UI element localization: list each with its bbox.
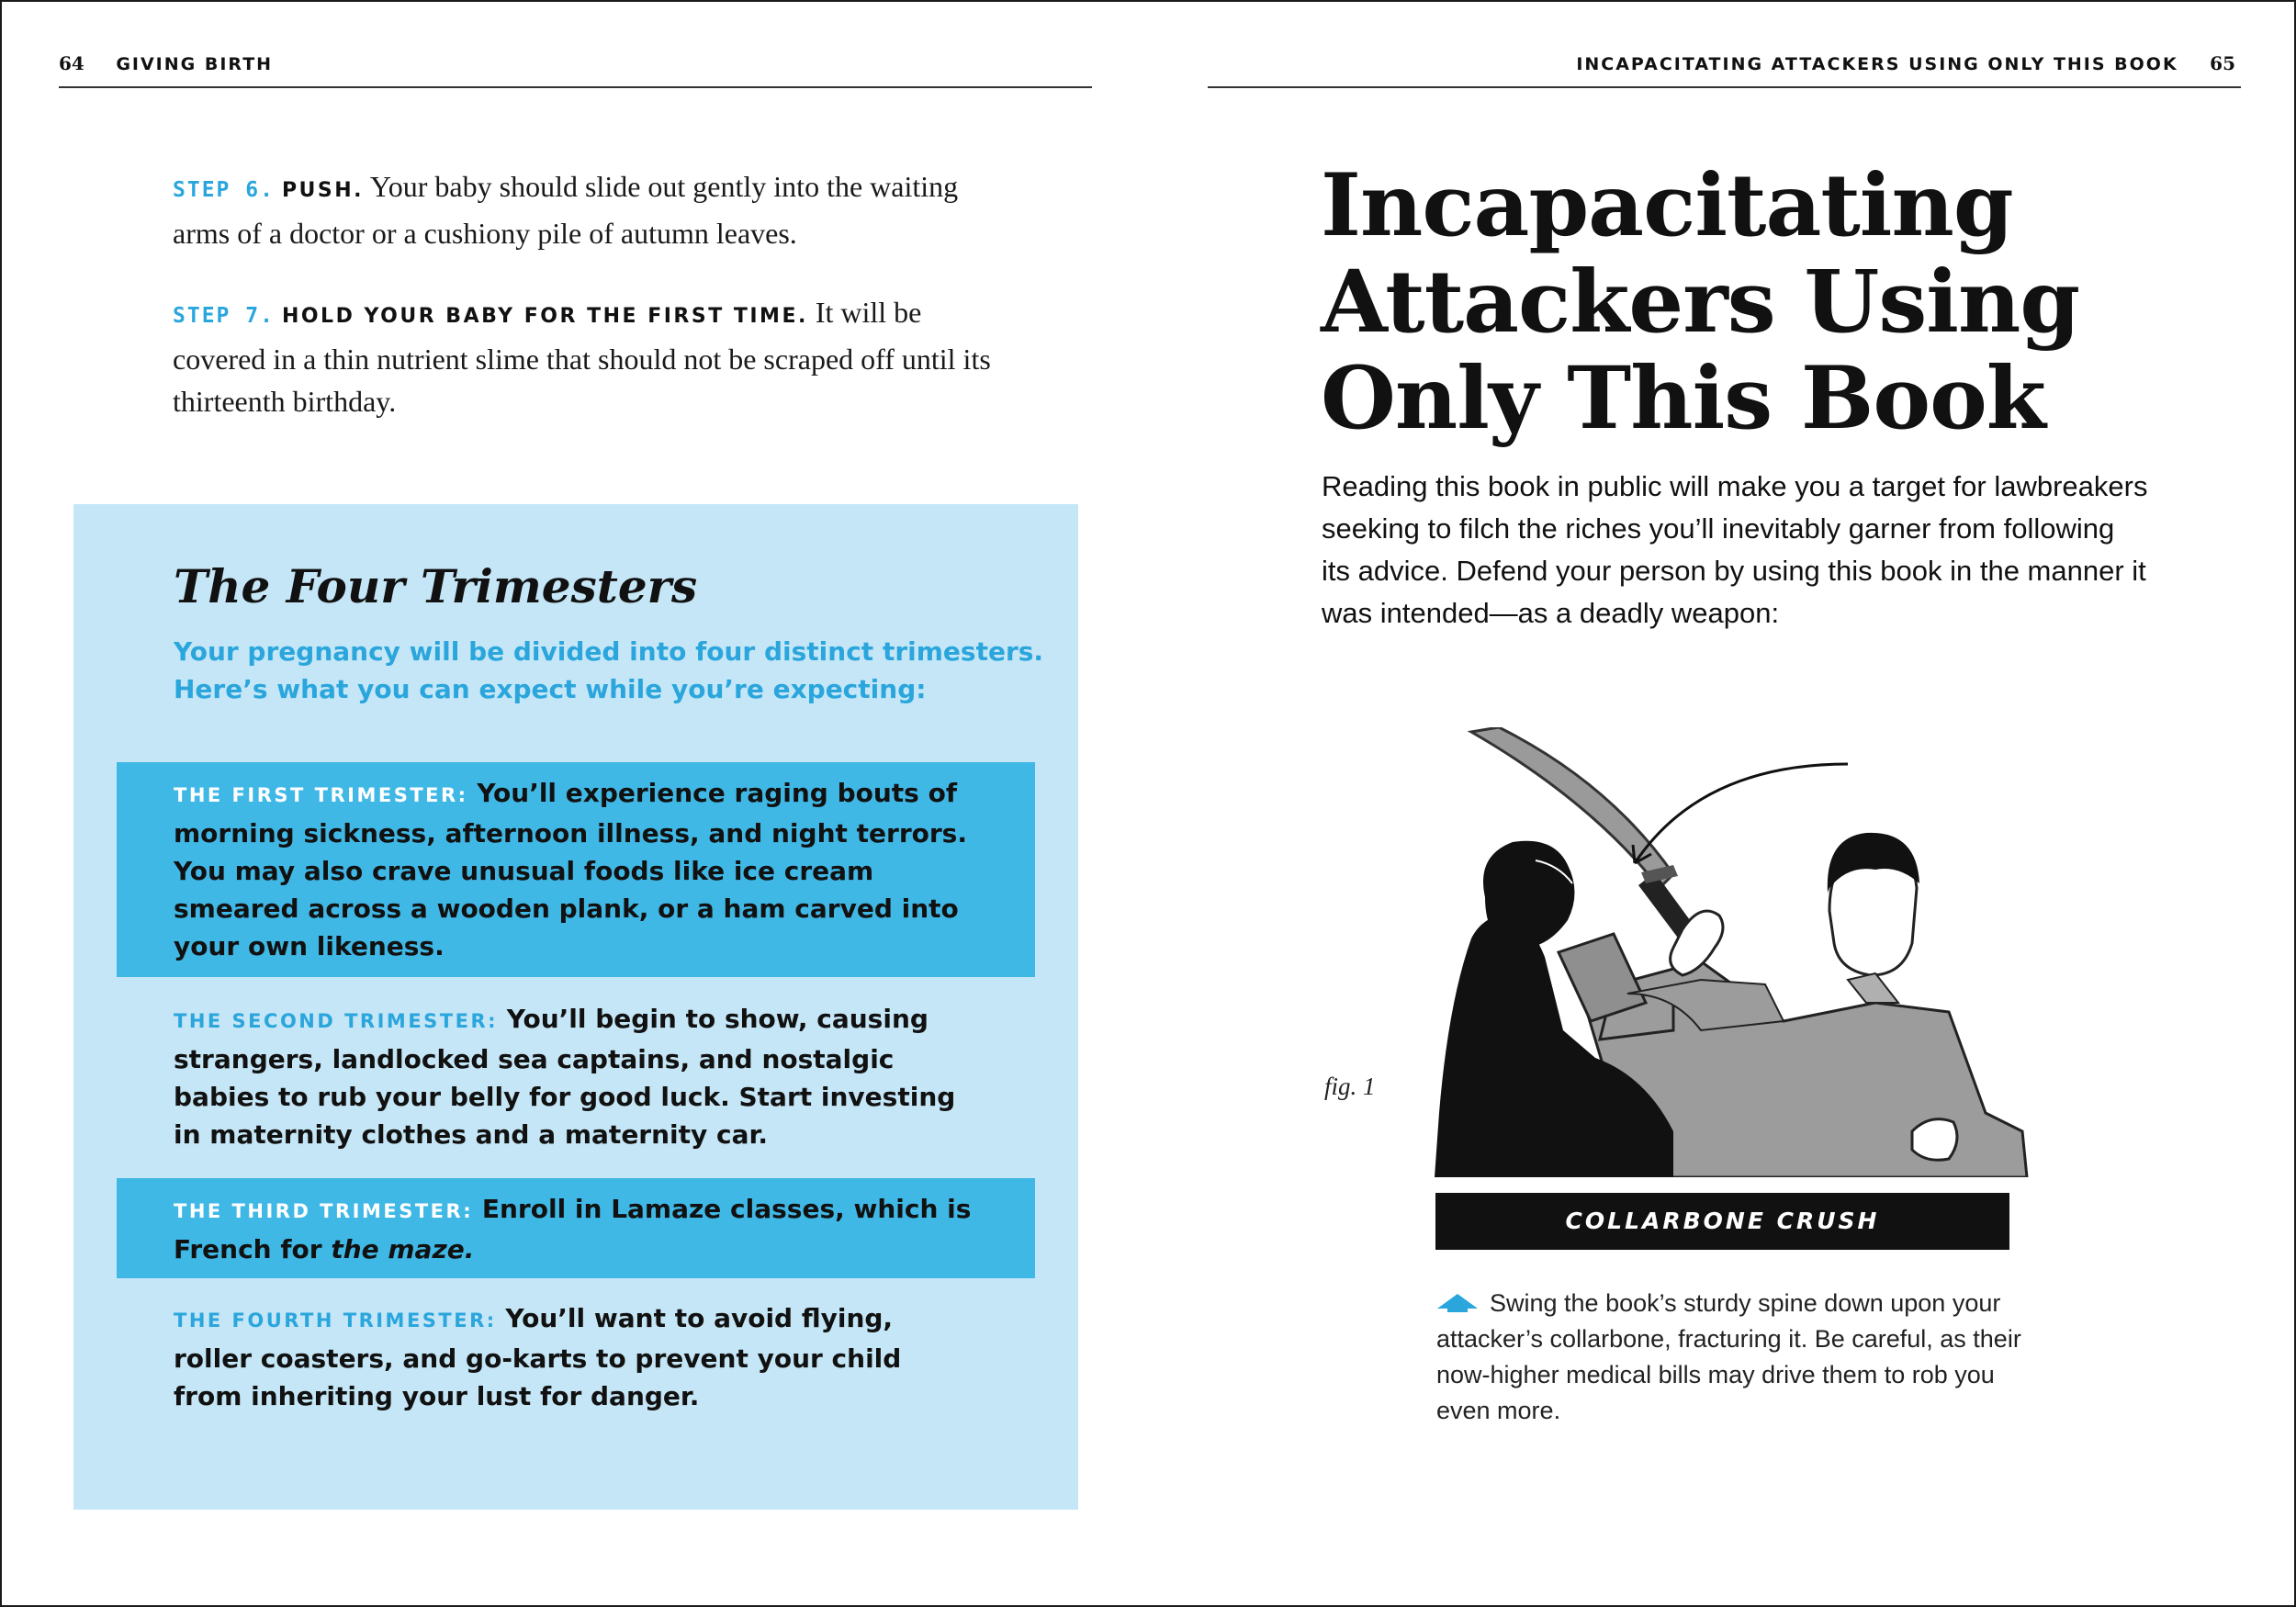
chapter-title-line: Incapacitating (1321, 155, 2013, 256)
left-running-title: GIVING BIRTH (116, 54, 274, 74)
figure-description-text: Swing the book’s sturdy spine down upon your attacker’s collarbone, fracturing it. Be careful, as their now-higher medical bills may drive them to rob you even more. (1436, 1289, 2021, 1424)
left-running-head (59, 52, 273, 74)
step-label: STEP 6. (173, 178, 275, 202)
step-text: Your baby should slide out gently into the waiting arms of a doctor or a cushiony pile of autumn leaves. (173, 170, 959, 250)
trimester-italic: the maze. (331, 1234, 475, 1264)
trimester-label: THE THIRD TRIMESTER: (174, 1200, 474, 1222)
trimester-text: You’ll want to avoid flying, roller coasters, and go-karts to prevent your child from inheriting your lust for danger. (174, 1303, 902, 1411)
step-7 (173, 291, 999, 422)
trimester-second (117, 1000, 1035, 1153)
trimester-third (117, 1178, 1035, 1278)
swing-arrow (1635, 764, 1848, 863)
trimester-text: Enroll in Lamaze classes, which is French for (174, 1194, 972, 1264)
book-shape (1559, 934, 1646, 1021)
sidebar-intro: Your pregnancy will be divided into four distinct trimesters. Here’s what you can expect while you’re expecting: (174, 636, 1044, 704)
figure-label: fig. 1 (1324, 1073, 1376, 1100)
up-arrow-icon (1436, 1293, 1479, 1313)
chapter-title (1321, 155, 2239, 449)
trimesters-sidebar (73, 504, 1078, 1510)
trimester-label: THE SECOND TRIMESTER: (174, 1010, 499, 1032)
right-header-rule (1208, 86, 2241, 88)
chapter-title-line: Only This Book (1321, 348, 2045, 449)
step-heading: PUSH. (281, 179, 365, 202)
trimester-first (117, 762, 1035, 977)
trimester-text: You’ll experience raging bouts of morning sickness, afternoon illness, and night terrors. You may also crave unusual foods like ice cream smeared across a wooden plank, or a ham carved into your own likeness. (174, 778, 967, 961)
trimester-label: THE FOURTH TRIMESTER: (174, 1309, 497, 1332)
collarbone-crush-illustration (1398, 727, 2087, 1177)
figure-caption: COLLARBONE CRUSH (1565, 1208, 1880, 1234)
right-page-number: 65 (2210, 52, 2235, 74)
trimester-fourth (117, 1299, 1035, 1415)
step-heading: HOLD YOUR BABY FOR THE FIRST TIME. (281, 305, 808, 328)
trimester-text: You’ll begin to show, causing strangers, landlocked sea captains, and nostalgic babies to rub your belly for good luck. Start investing in maternity clothes and a maternity car. (174, 1004, 956, 1150)
left-header-rule (59, 86, 1092, 88)
step-6 (173, 165, 999, 254)
step-text: It will be covered in a thin nutrient slime that should not be scraped off until its thirteenth birthday. (173, 296, 991, 418)
left-page-number: 64 (59, 52, 84, 74)
right-running-title: INCAPACITATING ATTACKERS USING ONLY THIS BOOK (1576, 54, 2178, 74)
step-label: STEP 7. (173, 304, 275, 328)
trimester-label: THE FIRST TRIMESTER: (174, 784, 468, 806)
figure-description (1436, 1286, 2043, 1429)
sidebar-title: The Four Trimesters (174, 559, 698, 613)
figure-caption-bar (1435, 1193, 2009, 1250)
chapter-intro: Reading this book in public will make you a target for lawbreakers seeking to filch the riches you’ll inevitably garner from following its advice. Defend your person by using this book in the manner it was intended—as a deadly weapon: (1322, 470, 2148, 629)
right-running-head (1576, 52, 2235, 74)
chapter-title-line: Attackers Using (1321, 252, 2080, 353)
